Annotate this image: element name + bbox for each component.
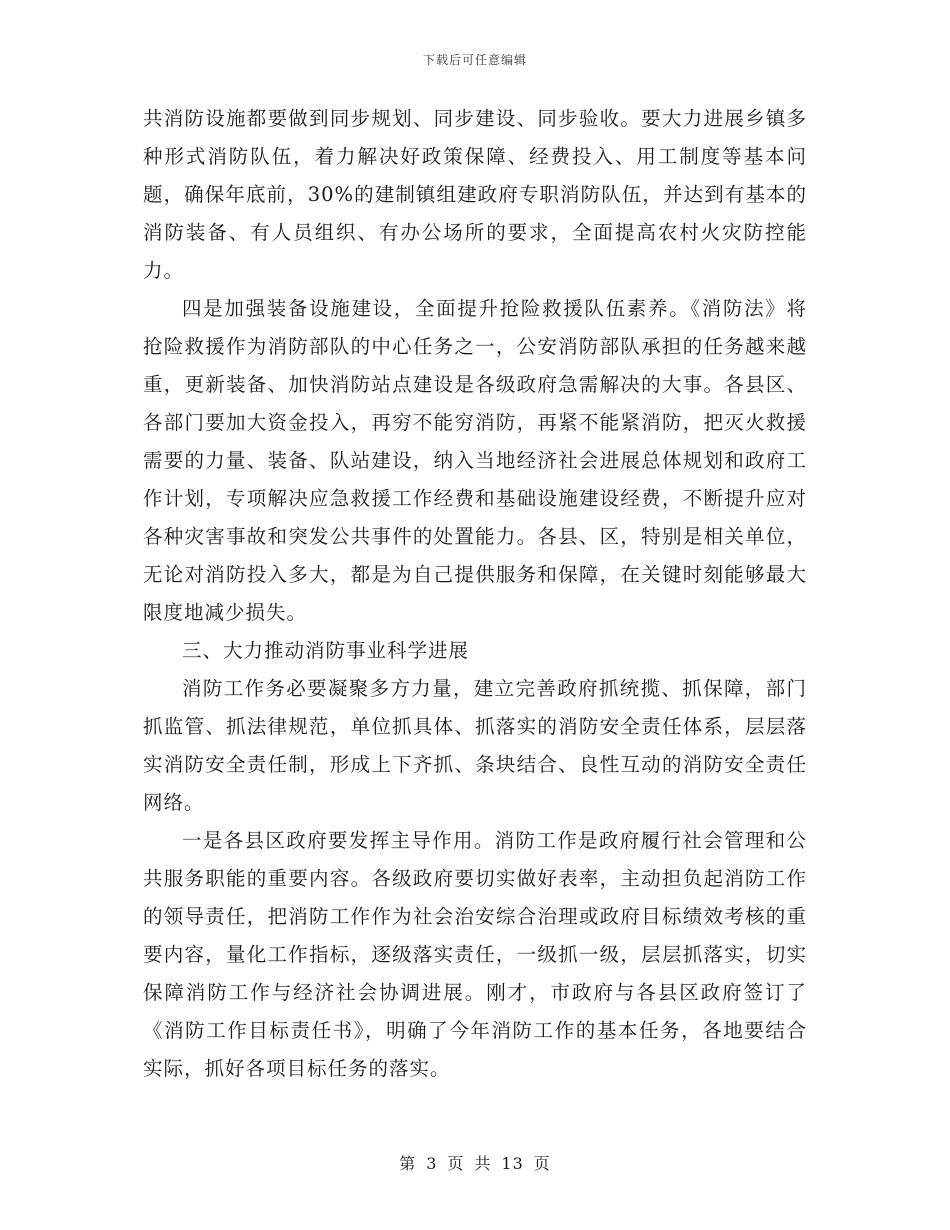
footer-total-unit: 页 <box>533 1154 551 1173</box>
page-footer <box>0 1154 950 1174</box>
footer-page-number: 3 <box>426 1154 438 1173</box>
paragraph-responsibility-system: 消防工作务必要凝聚多方力量，建立完善政府抓统揽、抓保障，部门抓监管、抓法律规范，单位抓具体、抓落实的消防安全责任体系，层层落实消防安全责任制，形成上下齐抓、条块结合、良性互动的消防安全责任网络。 <box>143 677 807 814</box>
footer-prefix: 第 <box>399 1154 417 1173</box>
footer-total-prefix: 共 <box>474 1154 492 1173</box>
document-body <box>143 100 807 1088</box>
footer-page-unit: 页 <box>447 1154 465 1173</box>
paragraph-equipment-construction: 四是加强装备设施建设，全面提升抢险救援队伍素养。《消防法》将抢险救援作为消防部队的中心任务之一，公安消防部队承担的任务越来越重，更新装备、加快消防站点建设是各级政府急需解决的大事。各县区、各部门要加大资金投入，再穷不能穷消防，再紧不能紧消防，把灭火救援需要的力量、装备、队站建设，纳入当地经济社会进展总体规划和政府工作计划，专项解决应急救援工作经费和基础设施建设经费，不断提升应对各种灾害事故和突发公共事件的处置能力。各县、区，特别是相关单位，无论对消防投入多大，都是为自己提供服务和保障，在关键时刻能够最大限度地减少损失。 <box>143 297 807 624</box>
section-heading: 三、大力推动消防事业科学进展 <box>182 639 470 662</box>
footer-total-pages: 13 <box>501 1154 524 1173</box>
paragraph-government-role: 一是各县区政府要发挥主导作用。消防工作是政府履行社会管理和公共服务职能的重要内容。各级政府要切实做好表率，主动担负起消防工作的领导责任，把消防工作作为社会治安综合治理或政府目标绩效考核的重要内容，量化工作指标，逐级落实责任，一级抓一级，层层抓落实，切实保障消防工作与经济社会协调进展。刚才，市政府与各县区政府签订了《消防工作目标责任书》，明确了今年消防工作的基本任务，各地要结合实际，抓好各项目标任务的落实。 <box>143 829 807 1080</box>
page-header: 下载后可任意编辑 <box>422 53 527 67</box>
paragraph-continued: 共消防设施都要做到同步规划、同步建设、同步验收。要大力进展乡镇多种形式消防队伍，着力解决好政策保障、经费投入、用工制度等基本问题，确保年底前，30%的建制镇组建政府专职消防队伍，并达到有基本的消防装备、有人员组织、有办公场所的要求，全面提高农村火灾防控能力。 <box>143 107 807 282</box>
